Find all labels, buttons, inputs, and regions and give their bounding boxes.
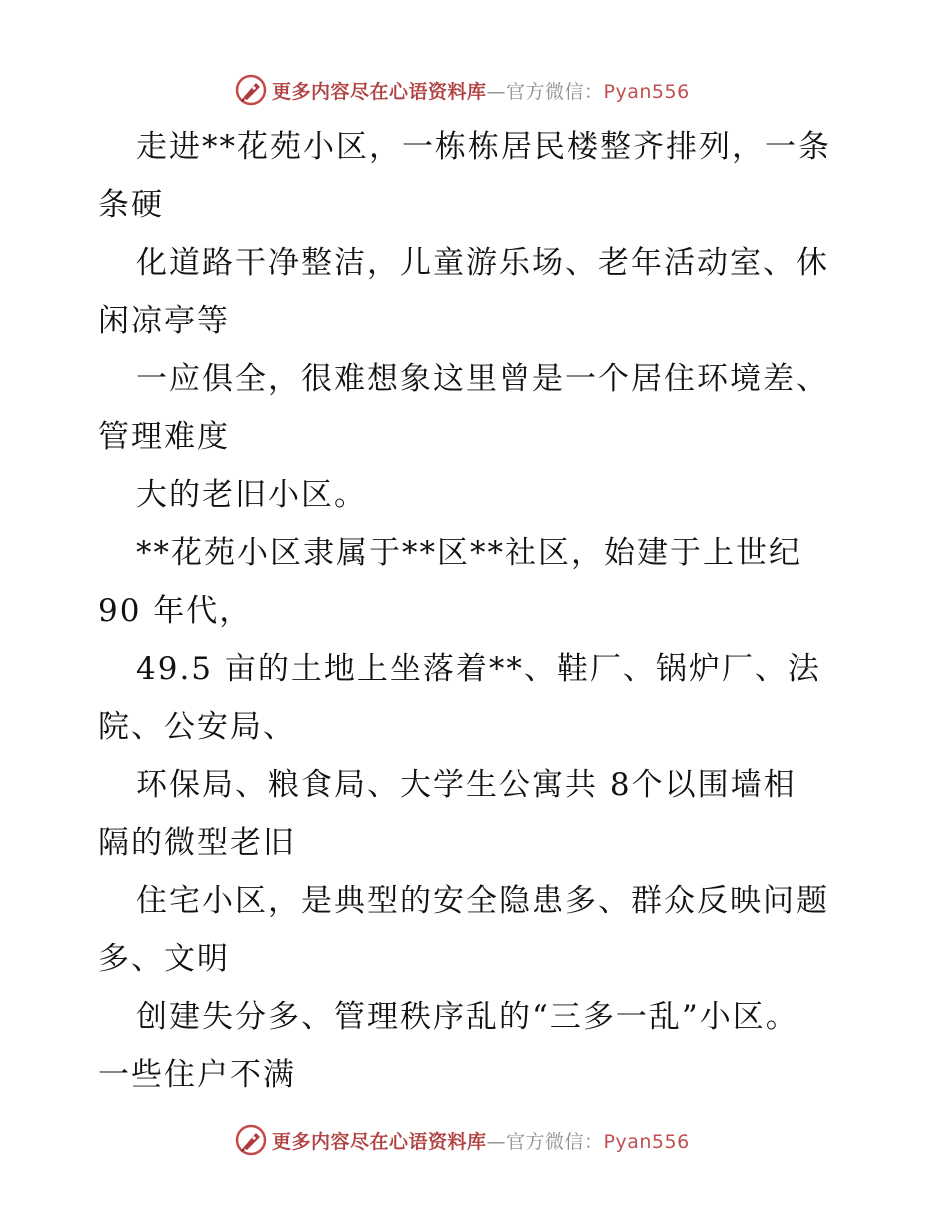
- text-line: 49.5 亩的土地上坐落着**、鞋厂、锅炉厂、法: [136, 651, 821, 687]
- pen-nib-logo-icon: [234, 73, 268, 107]
- footer-banner: [234, 1122, 690, 1158]
- banner-wechat-id: Pyan556: [603, 80, 690, 103]
- text-line: 闲凉亭等: [98, 303, 230, 339]
- text-line: 多、文明: [98, 941, 230, 977]
- banner-brand-text: 更多内容尽在心语资料库: [272, 80, 487, 103]
- text-line: 院、公安局、: [98, 709, 296, 745]
- banner-wechat-id: Pyan556: [603, 1130, 690, 1153]
- pen-nib-logo-icon: [234, 1123, 268, 1157]
- text-line: 管理难度: [98, 419, 230, 455]
- banner-brand-text: 更多内容尽在心语资料库: [272, 1130, 487, 1153]
- text-line: 90 年代，: [98, 593, 253, 629]
- text-line: 走进**花苑小区，一栋栋居民楼整齐排列，一条: [136, 129, 831, 165]
- text-line: **花苑小区隶属于**区**社区，始建于上世纪: [136, 535, 802, 571]
- text-line: 一应俱全，很难想象这里曾是一个居住环境差、: [136, 361, 829, 397]
- text-line: 隔的微型老旧: [98, 825, 296, 861]
- banner-wechat-label: —官方微信：: [486, 1130, 604, 1153]
- text-line: 住宅小区，是典型的安全隐患多、群众反映问题: [136, 883, 829, 919]
- text-line: 条硬: [98, 187, 164, 223]
- banner-text: [272, 77, 690, 104]
- text-line: 一些住户不满: [98, 1057, 296, 1093]
- document-body: [98, 118, 878, 1104]
- text-line: 创建失分多、管理秩序乱的“三多一乱”小区。: [136, 999, 799, 1035]
- text-line: 环保局、粮食局、大学生公寓共 8个以围墙相: [136, 767, 797, 803]
- text-line: 化道路干净整洁，儿童游乐场、老年活动室、休: [136, 245, 829, 281]
- banner-wechat-label: —官方微信：: [486, 80, 604, 103]
- text-line: 大的老旧小区。: [136, 477, 367, 513]
- banner-text: [272, 1127, 690, 1154]
- header-banner: [234, 72, 690, 108]
